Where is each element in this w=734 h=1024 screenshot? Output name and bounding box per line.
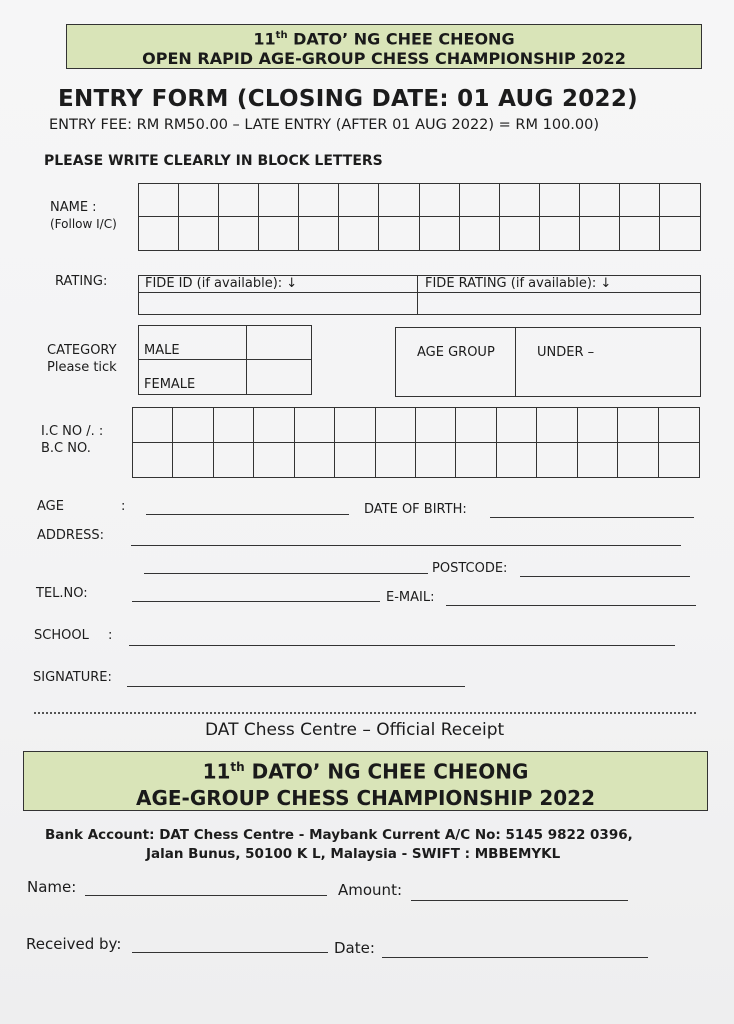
bank-details-line-1: Bank Account: DAT Chess Centre - Maybank Current A/C No: 5145 9822 0396, [45, 827, 633, 843]
dob-field[interactable] [490, 517, 694, 518]
receipt-date-field[interactable] [382, 957, 648, 958]
female-tick-box[interactable] [247, 360, 310, 393]
address-field-1[interactable] [131, 545, 681, 546]
category-label: CATEGORY [47, 343, 117, 358]
receipt-amount-field[interactable] [411, 900, 628, 901]
receipt-banner-line-2: AGE-GROUP CHESS CHAMPIONSHIP 2022 [136, 785, 595, 810]
male-label: MALE [144, 343, 180, 358]
school-colon: : [108, 628, 113, 643]
received-by-field[interactable] [132, 952, 328, 953]
email-label: E-MAIL: [386, 590, 435, 605]
signature-field[interactable] [127, 686, 465, 687]
receipt-heading: DAT Chess Centre – Official Receipt [205, 720, 505, 740]
address-field-2[interactable] [144, 573, 428, 574]
fide-id-field[interactable] [139, 294, 416, 313]
female-label: FEMALE [144, 377, 196, 392]
entry-fee: ENTRY FEE: RM RM50.00 – LATE ENTRY (AFTER 01 AUG 2022) = RM 100.00) [49, 117, 600, 133]
form-title: ENTRY FORM (CLOSING DATE: 01 AUG 2022) [58, 86, 638, 112]
ic-label: I.C NO /. : [41, 424, 104, 439]
fide-rating-label: FIDE RATING (if available): ↓ [425, 276, 612, 291]
receipt-name-label: Name: [27, 878, 77, 896]
fide-rating-field[interactable] [418, 294, 699, 313]
age-group-table [395, 327, 701, 397]
postcode-field[interactable] [520, 576, 690, 577]
dob-label: DATE OF BIRTH: [364, 502, 467, 517]
instruction: PLEASE WRITE CLEARLY IN BLOCK LETTERS [44, 153, 383, 169]
received-by-label: Received by: [26, 935, 122, 953]
cut-line [34, 712, 696, 714]
age-group-divider [515, 327, 516, 396]
school-label: SCHOOL [34, 628, 89, 643]
male-tick-box[interactable] [247, 326, 310, 359]
age-group-label: AGE GROUP [417, 345, 495, 360]
postcode-label: POSTCODE: [432, 561, 508, 576]
header-line-2: OPEN RAPID AGE-GROUP CHESS CHAMPIONSHIP 2022 [142, 49, 626, 69]
fide-id-label: FIDE ID (if available): ↓ [145, 276, 298, 291]
address-label: ADDRESS: [37, 528, 105, 543]
receipt-banner-line-1: 11th DATO’ NG CHEE CHEONG [202, 759, 529, 784]
header-line-1: 11th DATO’ NG CHEE CHEONG [253, 29, 515, 49]
name-boxes[interactable] [138, 183, 701, 251]
category-sublabel: Please tick [47, 360, 117, 375]
rating-row-line [138, 292, 700, 293]
email-field[interactable] [446, 605, 696, 606]
receipt-date-label: Date: [334, 939, 375, 957]
age-label: AGE [37, 499, 64, 514]
receipt-banner [23, 751, 708, 811]
school-field[interactable] [129, 645, 675, 646]
receipt-name-field[interactable] [85, 895, 327, 896]
under-label[interactable]: UNDER – [537, 345, 595, 360]
name-label: NAME : [50, 200, 97, 215]
age-field[interactable] [146, 514, 349, 515]
bank-details-line-2: Jalan Bunus, 50100 K L, Malaysia - SWIFT : MBBEMYKL [146, 846, 561, 862]
tel-label: TEL.NO: [36, 586, 88, 601]
name-sublabel: (Follow I/C) [50, 217, 117, 231]
age-colon: : [121, 499, 126, 514]
receipt-amount-label: Amount: [338, 881, 402, 899]
rating-label: RATING: [55, 274, 108, 289]
ic-boxes[interactable] [132, 407, 700, 478]
bc-label: B.C NO. [41, 441, 91, 456]
header-banner [66, 24, 702, 69]
tel-field[interactable] [132, 601, 380, 602]
signature-label: SIGNATURE: [33, 670, 112, 685]
